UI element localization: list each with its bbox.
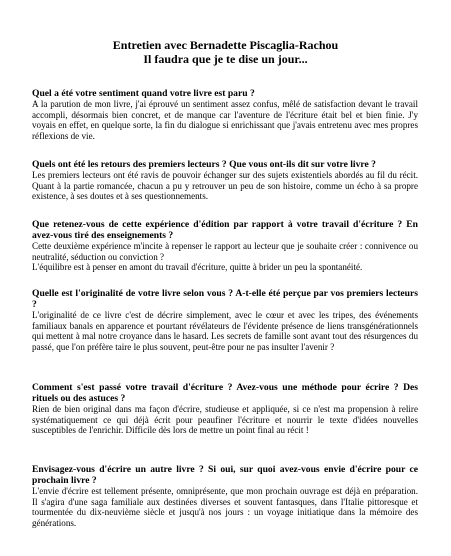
question-2: Quels ont été les retours des premiers lecteurs ? Que vous ont-ils dit sur votre livre ? [32, 159, 376, 170]
interview-section-4 [32, 288, 418, 352]
interview-section-2 [32, 159, 418, 202]
interview-section-5 [32, 382, 418, 436]
question-6: Envisagez-vous d'écrire un autre livre ? Si oui, sur quoi avez-vous envie d'écrire pour ce prochain livre ? [32, 464, 418, 486]
answer-5: Rien de bien original dans ma façon d'écrire, studieuse et appliquée, si ce n'est ma propension à relire systématiquement ce qui déjà écrit pour peaufiner l'écriture et nourrir le texte d'idées nouvelles susceptibles de l'enrichir. Difficile dès lors de mettre un point final au récit ! [32, 404, 418, 436]
question-1: Quel a été votre sentiment quand votre livre est paru ? [32, 88, 255, 99]
answer-1: A la parution de mon livre, j'ai éprouvé un sentiment assez confus, mêlé de satisfaction devant le travail accompli, désormais bien concret, et de manque car l'aventure de l'écriture était bel et bien finie. J'y voyais en effet, en quelque sorte, la fin du dialogue si enrichissant que j'avais entretenu avec mes propres réflexions de vie. [32, 99, 418, 141]
interview-section-3 [32, 219, 418, 273]
interview-section-6 [32, 464, 418, 528]
interview-section-1 [32, 88, 418, 141]
question-5: Comment s'est passé votre travail d'écriture ? Avez-vous une méthode pour écrire ? Des rituels ou des astuces ? [32, 382, 418, 404]
answer-6: L'envie d'écrire est tellement présente, omniprésente, que mon prochain ouvrage est déjà en préparation. Il s'agira d'une saga familiale aux destinées diverses et souvent fantasques, dans l'Italie pittoresque et tourmentée du dix-neuvième siècle et jusqu'à nos jours : un voyage initiatique dans la mémoire des générations. [32, 486, 418, 528]
answer-2: Les premiers lecteurs ont été ravis de pouvoir échanger sur des sujets existentiels abordés au fil du récit. Quant à la partie romancée, chacun a pu y retrouver un peu de son histoire, comme un écho à sa propre existence, à ses doutes et à ses questionnements. [32, 170, 418, 202]
question-3: Que retenez-vous de cette expérience d'édition par rapport à votre travail d'écriture ? En avez-vous tiré des enseignements ? [32, 219, 418, 241]
document-title: Entretien avec Bernadette Piscaglia-Rachou [112, 38, 339, 52]
answer-3-continued: L'équilibre est à penser en amont du travail d'écriture, quitte à brider un peu la spontanéité. [32, 262, 363, 273]
answer-4: L'originalité de ce livre c'est de décrire simplement, avec le cœur et avec les tripes, des événements familiaux banals en apparence et pourtant révélateurs de l'évidente présence de liens transgénérationnels qui mettent à mal notre croyance dans le hasard. Les secrets de famille sont avant tout des résurgences du passé, que l'on préfère taire le plus souvent, peut-être pour ne pas insulter l'avenir ? [32, 310, 418, 352]
document-subtitle: Il faudra que je te dise un jour... [143, 52, 308, 66]
answer-3: Cette deuxième expérience m'incite à repenser le rapport au lecteur que je souhaite créer : connivence ou neutralité, séduction ou conviction ? [32, 241, 418, 262]
question-4: Quelle est l'originalité de votre livre selon vous ? A-t-elle été perçue par vos premiers lecteurs ? [32, 288, 418, 310]
